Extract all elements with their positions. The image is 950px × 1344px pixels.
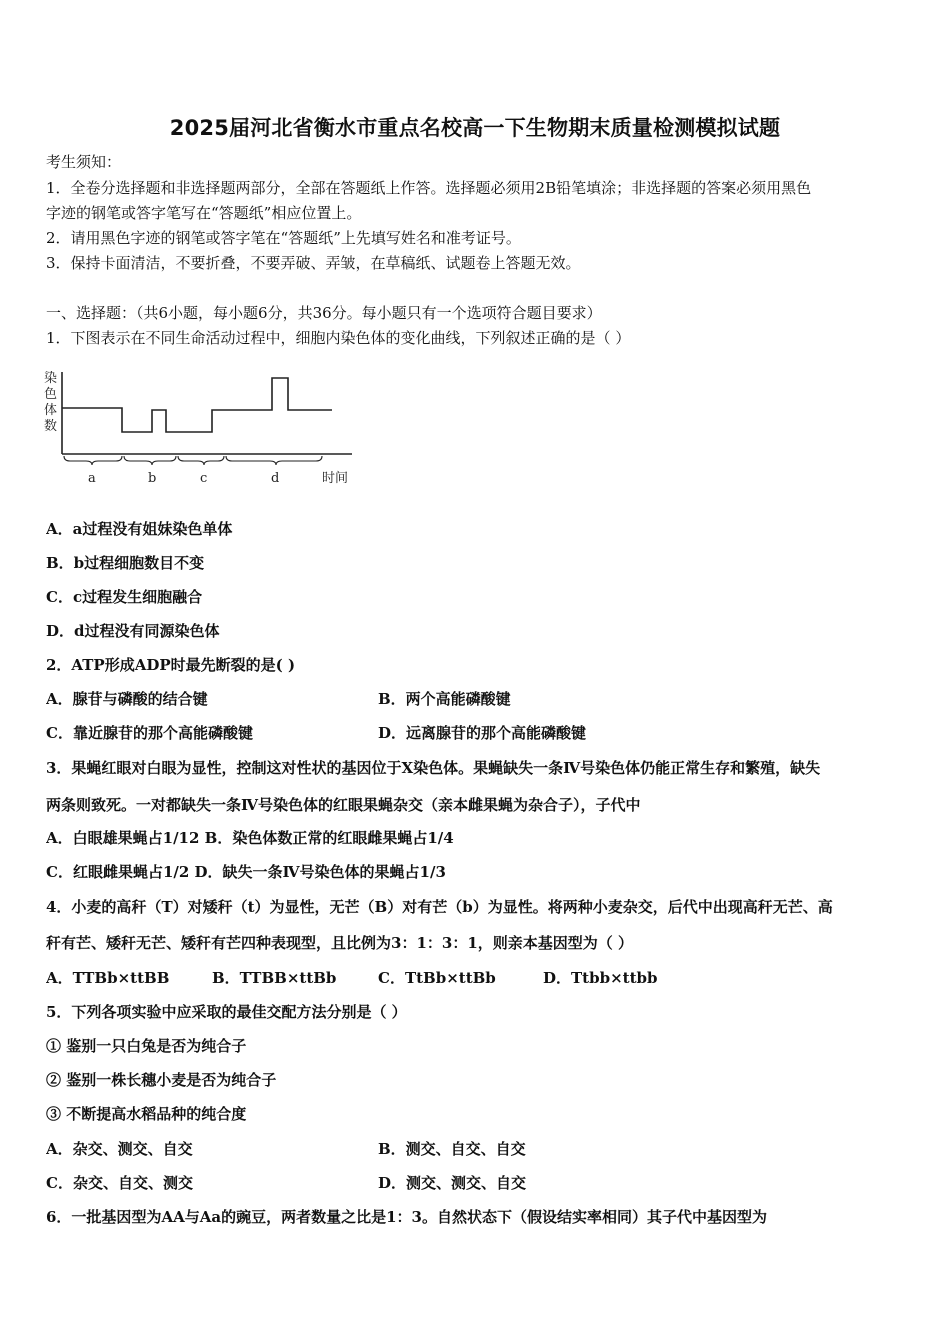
q4-option-d: D．Ttbb×ttbb <box>543 969 658 987</box>
notice-item-3: 3．保持卡面清洁，不要折叠，不要弄破、弄皱，在草稿纸、试题卷上答题无效。 <box>46 254 581 272</box>
q4-option-c: C．TtBb×ttBb <box>378 969 496 987</box>
q5-option-a: A．杂交、测交、自交 <box>46 1140 193 1158</box>
q6-stem: 6．一批基因型为AA与Aa的豌豆，两者数量之比是1：3。自然状态下（假设结实率相同）其子代中基因型为 <box>46 1208 767 1226</box>
q4-stem-2: 秆有芒、矮秆无芒、矮秆有芒四种表现型，且比例为3：1：3：1，则亲本基因型为（ ） <box>46 934 633 952</box>
q5-option-b: B．测交、自交、自交 <box>378 1140 526 1158</box>
q1-option-b: B．b过程细胞数目不变 <box>46 554 205 572</box>
graph-segment-label: c <box>200 471 208 486</box>
q3-options-ab: A．白眼雄果蝇占1/12 B．染色体数正常的红眼雌果蝇占1/4 <box>46 829 454 847</box>
section-heading: 一、选择题：（共6小题，每小题6分，共36分。每小题只有一个选项符合题目要求） <box>46 304 602 322</box>
notice-item-2: 2．请用黑色字迹的钢笔或答字笔在“答题纸”上先填写姓名和准考证号。 <box>46 229 521 247</box>
graph-ylabel-char: 数 <box>44 419 58 434</box>
graph-brace-c <box>178 456 224 465</box>
q2-option-b: B．两个高能磷酸键 <box>378 690 511 708</box>
q5-option-c: C．杂交、自交、测交 <box>46 1174 193 1192</box>
q4-option-a: A．TTBb×ttBB <box>46 969 170 987</box>
graph-segment-label: b <box>148 471 157 486</box>
graph-curve <box>62 378 332 432</box>
chromosome-graph <box>40 364 370 494</box>
q1-option-a: A．a过程没有姐妹染色单体 <box>46 520 233 538</box>
q1-option-c: C．c过程发生细胞融合 <box>46 588 203 606</box>
q3-stem-2: 两条则致死。一对都缺失一条Ⅳ号染色体的红眼果蝇杂交（亲本雌果蝇为杂合子），子代中 <box>46 796 641 814</box>
q2-option-d: D．远离腺苷的那个高能磷酸键 <box>378 724 587 742</box>
graph-brace-b <box>124 456 176 465</box>
graph-brace-a <box>64 456 122 465</box>
q4-stem-1: 4．小麦的高秆（T）对矮秆（t）为显性，无芒（B）对有芒（b）为显性。将两种小麦杂交，后代中出现高秆无芒、高 <box>46 898 833 916</box>
notice-heading: 考生须知： <box>46 153 122 171</box>
notice-item-1a: 1．全卷分选择题和非选择题两部分，全部在答题纸上作答。选择题必须用2B铅笔填涂；非选择题的答案必须用黑色 <box>46 179 812 197</box>
q5-stem: 5．下列各项实验中应采取的最佳交配方法分别是（ ） <box>46 1003 407 1021</box>
graph-xlabel: 时间 <box>322 471 349 486</box>
graph-ylabel-char: 染 <box>44 371 58 386</box>
q5-item-1: ① 鉴别一只白兔是否为纯合子 <box>46 1037 247 1055</box>
page-title: 2025届河北省衡水市重点名校高一下生物期末质量检测模拟试题 <box>169 116 781 140</box>
notice-item-1b: 字迹的钢笔或答字笔写在“答题纸”相应位置上。 <box>46 204 362 222</box>
q2-option-c: C．靠近腺苷的那个高能磷酸键 <box>46 724 253 742</box>
graph-brace-d <box>226 456 322 465</box>
graph-ylabel-char: 色 <box>44 387 58 402</box>
q2-stem: 2．ATP形成ADP时最先断裂的是( ) <box>46 656 296 674</box>
q5-option-d: D．测交、测交、自交 <box>378 1174 527 1192</box>
q3-options-cd: C．红眼雌果蝇占1/2 D．缺失一条Ⅳ号染色体的果蝇占1/3 <box>46 863 446 881</box>
q5-item-2: ② 鉴别一株长穗小麦是否为纯合子 <box>46 1071 277 1089</box>
q3-stem-1: 3．果蝇红眼对白眼为显性，控制这对性状的基因位于X染色体。果蝇缺失一条Ⅳ号染色体仍能正常生存和繁殖，缺失 <box>46 759 821 777</box>
q5-item-3: ③ 不断提高水稻品种的纯合度 <box>46 1105 247 1123</box>
graph-segment-label: d <box>271 471 280 486</box>
q2-option-a: A．腺苷与磷酸的结合键 <box>46 690 208 708</box>
graph-ylabel-char: 体 <box>44 403 58 418</box>
graph-segment-label: a <box>88 471 96 486</box>
q1-option-d: D．d过程没有同源染色体 <box>46 622 220 640</box>
q4-option-b: B．TTBB×ttBb <box>212 969 337 987</box>
q1-stem: 1．下图表示在不同生命活动过程中，细胞内染色体的变化曲线，下列叙述正确的是（ ） <box>46 329 631 347</box>
